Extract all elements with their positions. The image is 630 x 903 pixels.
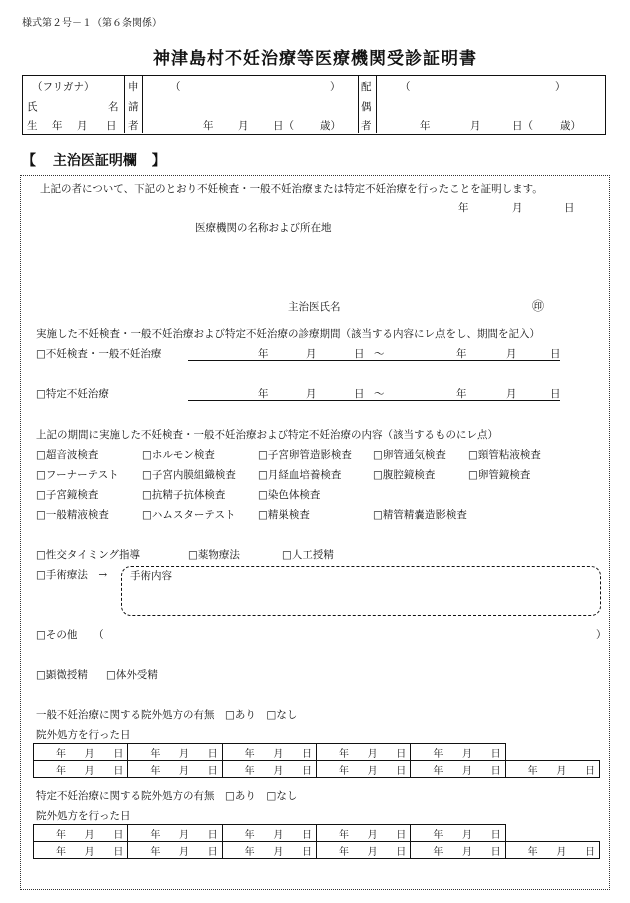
general-rx-question[interactable]: 一般不妊治療に関する院外処方の有無 □あり □なし xyxy=(36,709,298,721)
check-huhner[interactable]: □フーナーテスト xyxy=(36,469,119,481)
applicant-name-paren-open: （ xyxy=(170,81,181,93)
cert-date-year: 年 xyxy=(458,202,469,214)
period1-end-month: 月 xyxy=(506,348,517,360)
check-cervical-mucus[interactable]: □頸管粘液検査 xyxy=(468,449,541,461)
heading-bracket-open: 【 xyxy=(22,153,36,169)
spouse-name-paren-open: （ xyxy=(400,81,411,93)
check-menstrual-culture[interactable]: □月経血培養検査 xyxy=(258,469,342,481)
cert-date-month: 月 xyxy=(512,202,523,214)
furigana-label: （フリガナ） xyxy=(32,81,95,93)
applicant-name-paren-close: ） xyxy=(330,81,341,93)
certificate-frame xyxy=(20,175,610,890)
check-ivf[interactable]: □体外受精 xyxy=(106,669,158,681)
period-item-general[interactable]: □不妊検査・一般不妊治療 xyxy=(36,348,162,360)
spouse-dob-day: 日（ xyxy=(512,120,533,132)
check-testis[interactable]: □精巣検査 xyxy=(258,509,310,521)
content-heading: 上記の期間に実施した不妊検査・一般不妊治療および特定不妊治療の内容（該当するものにレ点） xyxy=(36,429,498,441)
period1-end-day: 日 xyxy=(550,348,561,360)
table-row: 年 月 日 年 月 日 年 月 日 年 月 日 年 月 日 年 月 日 xyxy=(34,842,600,859)
check-hormone[interactable]: □ホルモン検査 xyxy=(142,449,215,461)
document-title: 神津島村不妊治療等医療機関受診証明書 xyxy=(153,49,477,69)
check-chromosome[interactable]: □染色体検査 xyxy=(258,489,321,501)
specific-rx-date-label: 院外処方を行った日 xyxy=(36,810,131,822)
other-paren-close: ） xyxy=(596,629,607,641)
period2-start-day: 日 xyxy=(354,388,365,400)
check-icsi[interactable]: □顕微授精 xyxy=(36,669,88,681)
dob-label-2: 年 xyxy=(52,120,63,132)
check-drug-therapy[interactable]: □薬物療法 xyxy=(188,549,240,561)
spouse-label-3: 者 xyxy=(361,120,372,132)
period1-start-year: 年 xyxy=(258,348,269,360)
check-antisperm[interactable]: □抗精子抗体検査 xyxy=(142,489,226,501)
check-hamster[interactable]: □ハムスターテスト xyxy=(142,509,236,521)
spouse-label-1: 配 xyxy=(361,81,372,93)
period2-start-month: 月 xyxy=(306,388,317,400)
dob-label-1: 生 xyxy=(27,120,38,132)
check-surgery[interactable]: □手術療法 → xyxy=(36,569,108,581)
period-item-specific[interactable]: □特定不妊治療 xyxy=(36,388,109,400)
period-heading: 実施した不妊検査・一般不妊治療および特定不妊治療の診療期間（該当する内容にレ点をし、期間を記入） xyxy=(36,328,540,340)
check-timing[interactable]: □性交タイミング指導 xyxy=(36,549,141,561)
spouse-label-2: 偶 xyxy=(361,101,372,113)
check-falloposcopy[interactable]: □卵管鏡検査 xyxy=(468,469,531,481)
check-vasography[interactable]: □精管精嚢造影検査 xyxy=(373,509,467,521)
period2-start-year: 年 xyxy=(258,388,269,400)
check-endometrial[interactable]: □子宮内膜組織検査 xyxy=(142,469,236,481)
check-iui[interactable]: □人工授精 xyxy=(282,549,334,561)
check-semen[interactable]: □一般精液検査 xyxy=(36,509,109,521)
applicant-dob-year: 年 xyxy=(203,120,214,132)
name-label-right: 名 xyxy=(108,101,119,113)
applicant-label-3: 者 xyxy=(128,120,139,132)
spouse-age: 歳） xyxy=(560,120,581,132)
intro-text: 上記の者について、下記のとおり不妊検査・一般不妊治療または特定不妊治療を行ったことを証明します。 xyxy=(40,183,543,195)
general-rx-date-label: 院外処方を行った日 xyxy=(36,729,131,741)
institution-label: 医療機関の名称および所在地 xyxy=(195,222,332,234)
check-hysteroscopy[interactable]: □子宮鏡検査 xyxy=(36,489,99,501)
period1-start-month: 月 xyxy=(306,348,317,360)
dob-label-4: 日 xyxy=(106,120,117,132)
period2-end-day: 日 xyxy=(550,388,561,400)
applicant-age: 歳） xyxy=(320,120,341,132)
spouse-name-paren-close: ） xyxy=(555,81,566,93)
applicant-label-2: 請 xyxy=(128,101,139,113)
check-other[interactable]: □その他 （ xyxy=(36,629,104,641)
heading-bracket-close: 】 xyxy=(151,153,166,169)
applicant-dob-day: 日（ xyxy=(273,120,294,132)
period1-end-year: 年 xyxy=(456,348,467,360)
period1-start-day: 日 xyxy=(354,348,365,360)
table-row: 年 月 日 年 月 日 年 月 日 年 月 日 年 月 日 xyxy=(34,744,600,761)
doctor-label: 主治医氏名 xyxy=(288,301,341,313)
check-hsg[interactable]: □子宮卵管造影検査 xyxy=(258,449,352,461)
check-ultrasound[interactable]: □超音波検査 xyxy=(36,449,99,461)
heading-text: 主治医証明欄 xyxy=(52,153,137,169)
applicant-label-1: 申 xyxy=(128,81,139,93)
period2-end-year: 年 xyxy=(456,388,467,400)
dob-label-3: 月 xyxy=(77,120,88,132)
specific-rx-date-table xyxy=(33,824,600,859)
cert-date-day: 日 xyxy=(564,202,575,214)
check-tubal-insufflation[interactable]: □卵管通気検査 xyxy=(373,449,446,461)
section-heading xyxy=(22,150,166,170)
spouse-dob-year: 年 xyxy=(420,120,431,132)
applicant-dob-month: 月 xyxy=(238,120,249,132)
spouse-dob-month: 月 xyxy=(470,120,481,132)
table-row: 年 月 日 年 月 日 年 月 日 年 月 日 年 月 日 xyxy=(34,825,600,842)
period2-tilde: ～ xyxy=(374,388,385,400)
general-rx-date-table xyxy=(33,743,600,778)
period1-tilde: ～ xyxy=(374,348,385,360)
check-laparoscopy[interactable]: □腹腔鏡検査 xyxy=(373,469,436,481)
specific-rx-question[interactable]: 特定不妊治療に関する院外処方の有無 □あり □なし xyxy=(36,790,298,802)
seal-mark: ㊞ xyxy=(532,299,545,313)
surgery-detail-box[interactable] xyxy=(121,566,601,616)
form-number: 様式第２号－１（第６条関係） xyxy=(22,18,162,29)
surgery-detail-label: 手術内容 xyxy=(130,570,172,582)
period2-end-month: 月 xyxy=(506,388,517,400)
table-row: 年 月 日 年 月 日 年 月 日 年 月 日 年 月 日 年 月 日 xyxy=(34,761,600,778)
name-label-left: 氏 xyxy=(27,101,38,113)
